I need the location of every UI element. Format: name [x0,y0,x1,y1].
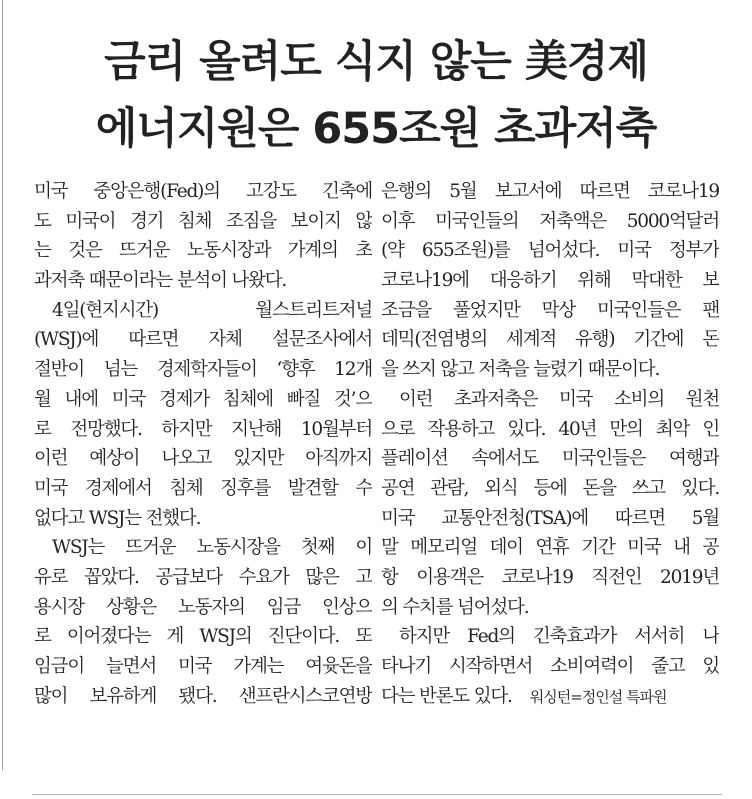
article-line: (약 655조원)를 넘어섰다. 미국 정부가 [381,240,719,262]
article-line: 으로 작용하고 있다. 40년 만의 최악 인 [381,418,719,440]
article-line: 코로나19에 대응하기 위해 막대한 보 [381,270,719,292]
headline-line-2: 에너지원은 655조원 초과저축 [95,104,657,154]
article-line: 많이 보유하게 됐다. 샌프란시스코연방 [34,685,372,707]
article-line: 항 이용객은 코로나19 직전인 2019년 [381,566,719,588]
article-line: 이후 미국인들의 저축액은 5000억달러 [381,210,719,232]
article-line: 말 메모리얼 데이 연휴 기간 미국 내 공 [381,537,719,559]
article-line: 을 쓰지 않고 저축을 늘렸기 때문이다. [381,359,660,381]
article-line: 로 전망했다. 하지만 지난해 10월부터 [34,418,372,440]
article-line: 미국 경제에서 침체 징후를 발견할 수 [34,477,372,499]
article-line: 조금을 풀었지만 막상 미국인들은 팬 [381,299,719,321]
article-line: 은행의 5월 보고서에 따르면 코로나19 [381,181,719,202]
article-line: 이런 초과저축은 미국 소비의 원천 [399,388,719,410]
article-line: 절반이 넘는 경제학자들이 ‘향후 12개 [34,359,372,381]
article-line: 타나기 시작하면서 소비여력이 줄고 있 [381,656,719,677]
article-line: 로 이어졌다는 게 WSJ의 진단이다. 또 [34,626,372,648]
article-line-text: 다는 반론도 있다. [381,685,512,707]
article-line: 는 것은 뜨거운 노동시장과 가계의 초 [34,240,372,262]
bottom-rule [32,794,722,795]
headline-line-1: 금리 올려도 식지 않는 美경제 [104,37,648,87]
article-line: 플레이션 속에서도 미국인들은 여행과 [381,448,719,470]
article-line: 미국 교통안전청(TSA)에 따르면 5월 [381,507,719,529]
article-line: 유로 꼽았다. 공급보다 수요가 많은 고 [34,566,372,588]
article-line: (WSJ)에 따르면 자체 설문조사에서 [34,329,372,351]
article-column-left [34,177,372,711]
article-line: 공연 관람, 외식 등에 돈을 쓰고 있다. [381,477,719,499]
article-line: 임금이 늘면서 미국 가계는 여윳돈을 [34,656,372,677]
article-line: 없다고 WSJ는 전했다. [34,507,201,529]
article-line: 용시장 상황은 노동자의 임금 인상으 [34,596,372,618]
article-line: WSJ는 뜨거운 노동시장을 첫째 이 [52,537,372,559]
article-line-with-byline [381,682,719,712]
article-line: 4일(현지시간) 월스트리트저널 [52,299,372,321]
article-line: 이런 예상이 나오고 있지만 아직까지 [34,448,372,470]
article-line: 데믹(전염병의 세계적 유행) 기간에 돈 [381,329,719,351]
article-line: 의 수치를 넘어섰다. [381,596,529,618]
article-line: 과저축 때문이라는 분석이 나왔다. [34,270,287,292]
article-line: 미국 중앙은행(Fed)의 고강도 긴축에 [34,181,372,202]
article-line: 하지만 Fed의 긴축효과가 서서히 나 [399,626,719,648]
article-line: 도 미국이 경기 침체 조짐을 보이지 않 [34,210,372,232]
byline: 워싱턴=정인설 특파원 [529,687,667,706]
article-line: 월 내에 미국 경제가 침체에 빠질 것’으 [34,388,372,410]
article-column-right [381,177,719,711]
